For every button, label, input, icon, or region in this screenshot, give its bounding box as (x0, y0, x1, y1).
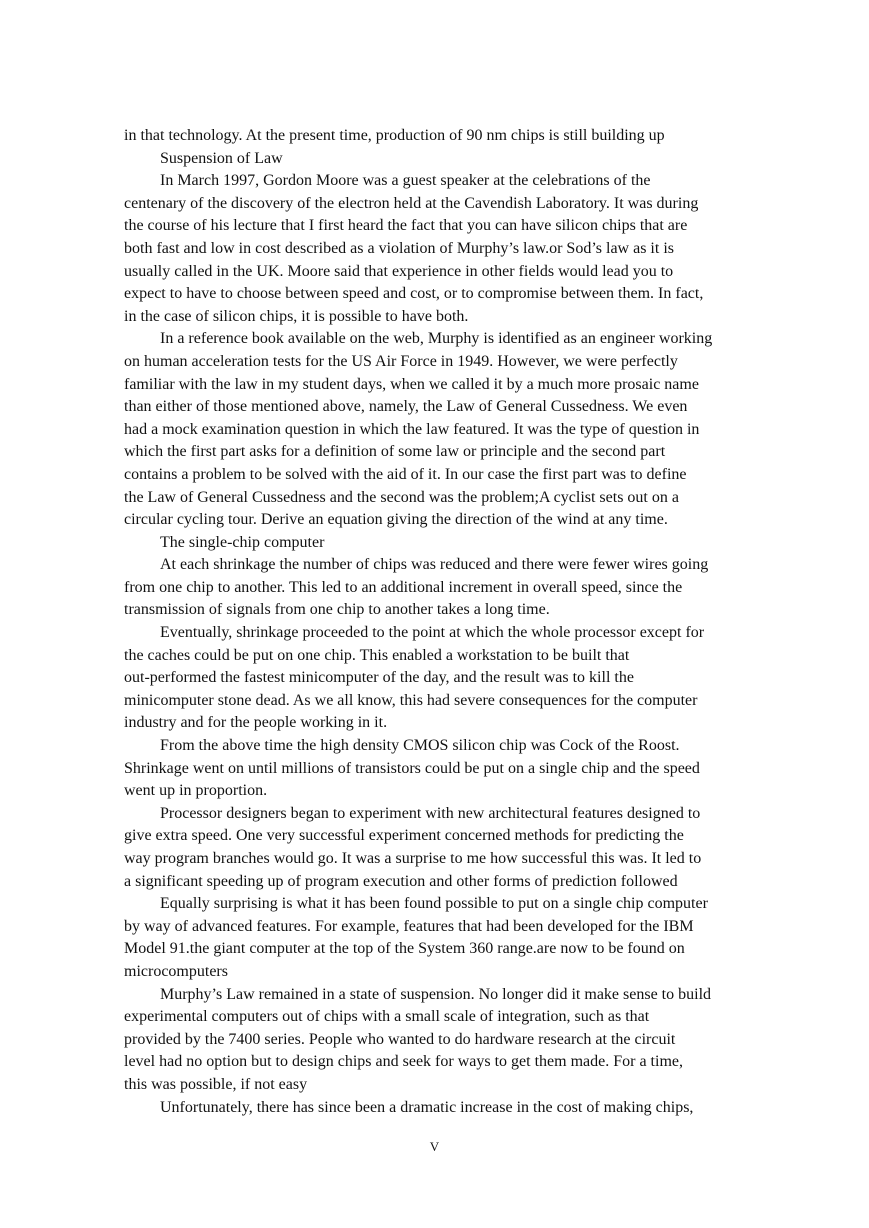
text-line: the course of his lecture that I first heard the fact that you can have silicon chips that are (124, 217, 688, 235)
text-line: on human acceleration tests for the US Air Force in 1949. However, we were perfectly (124, 352, 678, 370)
text-line: centenary of the discovery of the electron held at the Cavendish Laboratory. It was during (124, 194, 699, 212)
text-line: microcomputers (124, 962, 228, 980)
text-line: Model 91.the giant computer at the top of the System 360 range.are now to be found on (124, 940, 685, 958)
text-line: Unfortunately, there has since been a dramatic increase in the cost of making chips, (160, 1098, 694, 1116)
text-line: way program branches would go. It was a surprise to me how successful this was. It led to (124, 850, 702, 867)
text-line: Shrinkage went on until millions of transistors could be put on a single chip and the speed (124, 759, 700, 777)
text-line: In March 1997, Gordon Moore was a guest speaker at the celebrations of the (160, 172, 651, 190)
document-body (124, 125, 764, 1119)
text-line: both fast and low in cost described as a violation of Murphy’s law.or Sod’s law as it is (124, 239, 674, 257)
text-line: circular cycling tour. Derive an equation giving the direction of the wind at any time. (124, 511, 668, 529)
text-line: went up in proportion. (124, 782, 268, 800)
text-line: The single-chip computer (160, 533, 325, 551)
text-line: out-performed the fastest minicomputer of the day, and the result was to kill the (124, 669, 634, 687)
text-line: from one chip to another. This led to an additional increment in overall speed, since the (124, 578, 683, 596)
text-line: industry and for the people working in it. (124, 714, 388, 732)
text-line: contains a problem to be solved with the aid of it. In our case the first part was to define (124, 465, 687, 483)
text-line: the caches could be put on one chip. This enabled a workstation to be built that (124, 646, 630, 664)
text-line: Suspension of Law (160, 149, 283, 167)
text-line: familiar with the law in my student days, when we called it by a much more prosaic name (124, 375, 699, 393)
text-line: give extra speed. One very successful experiment concerned methods for predicting the (124, 827, 684, 845)
text-line: usually called in the UK. Moore said that experience in other fields would lead you to (124, 262, 674, 280)
text-line: transmission of signals from one chip to another takes a long time. (124, 601, 550, 619)
text-line: which the first part asks for a definition of some law or principle and the second part (124, 443, 666, 461)
text-line: Eventually, shrinkage proceeded to the point at which the whole processor except for (160, 624, 705, 642)
text-line: expect to have to choose between speed and cost, or to compromise between them. In fact, (124, 285, 704, 303)
text-line: experimental computers out of chips with a small scale of integration, such as that (124, 1008, 650, 1026)
page-number: V (429, 1139, 440, 1154)
text-line: Processor designers began to experiment with new architectural features designed to (160, 804, 701, 822)
text-line: had a mock examination question in which the law featured. It was the type of question in (124, 420, 700, 438)
text-line: Murphy’s Law remained in a state of suspension. No longer did it make sense to build (160, 985, 712, 1003)
text-line: in that technology. At the present time, production of 90 nm chips is still building up (124, 127, 665, 144)
text-line: From the above time the high density CMOS silicon chip was Cock of the Roost. (160, 737, 680, 755)
text-line: minicomputer stone dead. As we all know, this had severe consequences for the computer (124, 691, 698, 709)
text-line: At each shrinkage the number of chips was reduced and there were fewer wires going (160, 556, 709, 574)
text-line: the Law of General Cussedness and the second was the problem;A cyclist sets out on a (124, 488, 679, 506)
text-line: provided by the 7400 series. People who wanted to do hardware research at the circuit (124, 1030, 676, 1048)
text-line: in the case of silicon chips, it is possible to have both. (124, 307, 469, 325)
text-line: level had no option but to design chips and seek for ways to get them made. For a time, (124, 1053, 683, 1071)
text-line: this was possible, if not easy (124, 1075, 308, 1093)
text-line: than either of those mentioned above, namely, the Law of General Cussedness. We even (124, 398, 688, 416)
text-line: In a reference book available on the web, Murphy is identified as an engineer working (160, 330, 713, 348)
text-line: a significant speeding up of program execution and other forms of prediction followed (124, 872, 678, 890)
text-line: Equally surprising is what it has been found possible to put on a single chip computer (160, 895, 708, 913)
text-line: by way of advanced features. For example, features that had been developed for the IBM (124, 917, 694, 935)
